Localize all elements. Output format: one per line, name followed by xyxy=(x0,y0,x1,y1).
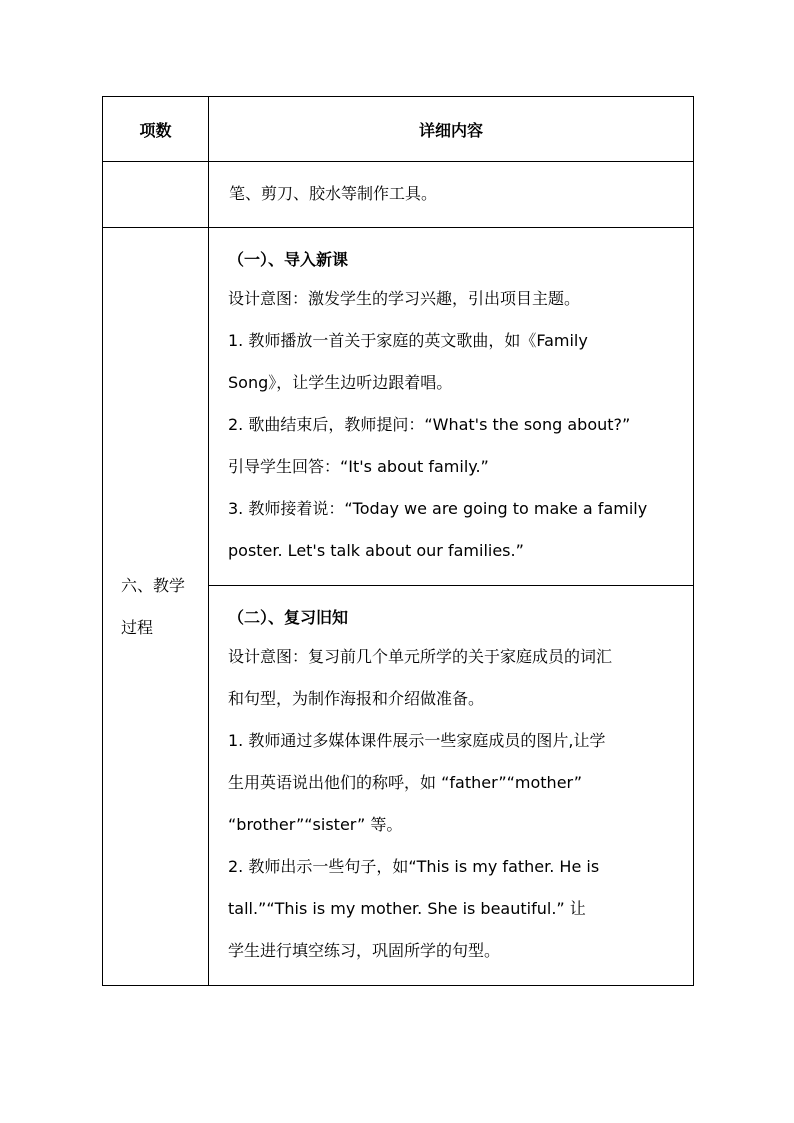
step-2-line-2: tall.”“This is my mother. She is beautiful.” 让 xyxy=(228,899,586,918)
step-3-line-1: 3. 教师接着说：“Today we are going to make a family xyxy=(228,499,648,518)
empty-label-cell xyxy=(103,162,209,228)
table-row xyxy=(103,162,694,228)
step-1-line-1: 1. 教师播放一首关于家庭的英文歌曲，如《Family xyxy=(228,331,588,350)
table-header-row xyxy=(103,97,694,162)
step-2-line-3: 学生进行填空练习，巩固所学的句型。 xyxy=(228,941,501,960)
design-intent: 设计意图：激发学生的学习兴趣，引出项目主题。 xyxy=(228,289,581,308)
design-intent-line-1: 设计意图：复习前几个单元所学的关于家庭成员的词汇 xyxy=(228,647,613,666)
step-2-line-2: 引导学生回答：“It's about family.” xyxy=(228,457,489,476)
section-title: （二）、复习旧知 xyxy=(228,608,349,627)
label-line-1: 六、教学 xyxy=(121,575,186,595)
header-item-count: 项数 xyxy=(103,97,209,162)
label-line-2: 过程 xyxy=(121,617,154,637)
section-review-cell xyxy=(209,586,694,986)
design-intent-line-2: 和句型，为制作海报和介绍做准备。 xyxy=(228,689,485,708)
step-1-line-1: 1. 教师通过多媒体课件展示一些家庭成员的图片,让学 xyxy=(228,731,606,750)
section-import-cell xyxy=(209,228,694,586)
step-3-line-2: poster. Let's talk about our families.” xyxy=(228,541,524,560)
tools-cell xyxy=(209,162,694,228)
step-1-line-3: “brother”“sister” 等。 xyxy=(228,815,403,834)
lesson-plan-table xyxy=(102,96,694,986)
step-2-line-1: 2. 教师出示一些句子，如“This is my father. He is xyxy=(228,857,600,876)
step-2-line-1: 2. 歌曲结束后，教师提问：“What's the song about?” xyxy=(228,415,631,434)
header-details: 详细内容 xyxy=(209,97,694,162)
tools-text: 笔、剪刀、胶水等制作工具。 xyxy=(229,184,438,203)
teaching-process-label xyxy=(103,228,209,986)
section-title: （一）、导入新课 xyxy=(228,250,349,269)
step-1-line-2: 生用英语说出他们的称呼，如 “father”“mother” xyxy=(228,773,583,792)
table-row xyxy=(103,228,694,586)
step-1-line-2: Song》，让学生边听边跟着唱。 xyxy=(228,373,453,392)
